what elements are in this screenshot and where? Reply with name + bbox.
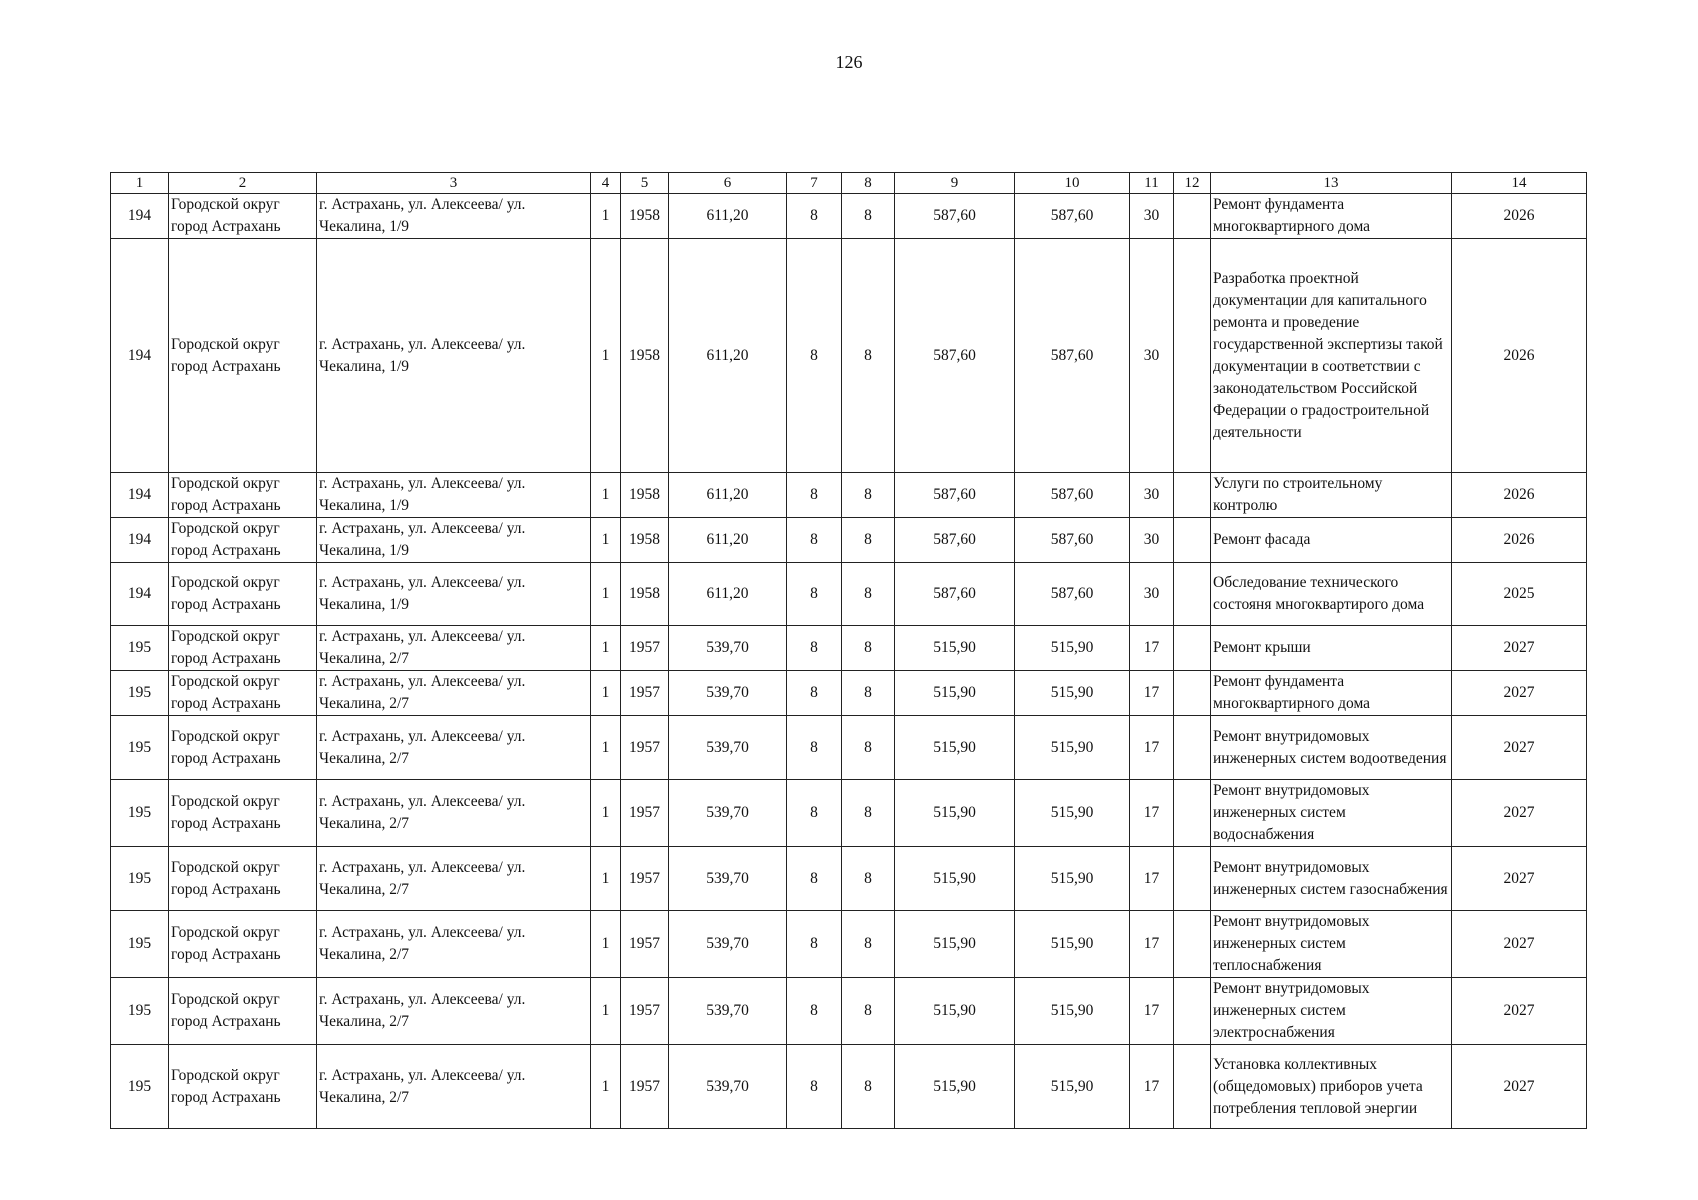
col-4-cell: 1	[591, 239, 621, 473]
address-cell: г. Астрахань, ул. Алексеева/ ул. Чекалина, 2/7	[317, 626, 591, 671]
planned-year-cell: 2027	[1452, 978, 1587, 1045]
total-area-cell: 539,70	[669, 847, 787, 911]
year-built-cell: 1957	[621, 626, 669, 671]
col-4-cell: 1	[591, 716, 621, 780]
row-number-cell: 195	[111, 847, 169, 911]
table-row	[111, 518, 1587, 563]
col-4-cell: 1	[591, 978, 621, 1045]
table-row	[111, 473, 1587, 518]
address-cell: г. Астрахань, ул. Алексеева/ ул. Чекалина, 2/7	[317, 1045, 591, 1129]
col-12-cell	[1174, 911, 1211, 978]
year-built-cell: 1957	[621, 978, 669, 1045]
column-header-3: 3	[317, 173, 591, 194]
row-number-cell: 195	[111, 978, 169, 1045]
municipality-cell: Городской округ город Астрахань	[169, 1045, 317, 1129]
col-12-cell	[1174, 780, 1211, 847]
planned-year-cell: 2026	[1452, 473, 1587, 518]
column-header-1: 1	[111, 173, 169, 194]
total-area-cell: 611,20	[669, 473, 787, 518]
col-12-cell	[1174, 626, 1211, 671]
col-11-cell: 17	[1130, 626, 1174, 671]
address-cell: г. Астрахань, ул. Алексеева/ ул. Чекалина, 2/7	[317, 847, 591, 911]
col-8-cell: 8	[842, 1045, 895, 1129]
col-8-cell: 8	[842, 563, 895, 626]
planned-year-cell: 2027	[1452, 780, 1587, 847]
col-8-cell: 8	[842, 626, 895, 671]
col-8-cell: 8	[842, 911, 895, 978]
col-12-cell	[1174, 563, 1211, 626]
col-7-cell: 8	[787, 194, 842, 239]
column-header-10: 10	[1015, 173, 1130, 194]
total-area-cell: 611,20	[669, 239, 787, 473]
column-header-4: 4	[591, 173, 621, 194]
col-12-cell	[1174, 978, 1211, 1045]
row-number-cell: 195	[111, 626, 169, 671]
area-10-cell: 515,90	[1015, 671, 1130, 716]
area-10-cell: 587,60	[1015, 194, 1130, 239]
row-number-cell: 194	[111, 563, 169, 626]
row-number-cell: 195	[111, 716, 169, 780]
col-8-cell: 8	[842, 847, 895, 911]
col-4-cell: 1	[591, 671, 621, 716]
col-4-cell: 1	[591, 563, 621, 626]
area-9-cell: 515,90	[895, 626, 1015, 671]
area-10-cell: 587,60	[1015, 473, 1130, 518]
col-7-cell: 8	[787, 563, 842, 626]
col-8-cell: 8	[842, 518, 895, 563]
col-11-cell: 17	[1130, 780, 1174, 847]
area-10-cell: 515,90	[1015, 626, 1130, 671]
year-built-cell: 1957	[621, 780, 669, 847]
col-4-cell: 1	[591, 1045, 621, 1129]
address-cell: г. Астрахань, ул. Алексеева/ ул. Чекалина, 1/9	[317, 518, 591, 563]
col-11-cell: 30	[1130, 518, 1174, 563]
total-area-cell: 539,70	[669, 626, 787, 671]
work-type-cell: Установка коллективных (общедомовых) приборов учета потребления тепловой энергии	[1211, 1045, 1452, 1129]
address-cell: г. Астрахань, ул. Алексеева/ ул. Чекалина, 2/7	[317, 911, 591, 978]
col-8-cell: 8	[842, 978, 895, 1045]
area-9-cell: 515,90	[895, 847, 1015, 911]
area-10-cell: 515,90	[1015, 716, 1130, 780]
work-type-cell: Ремонт фасада	[1211, 518, 1452, 563]
total-area-cell: 539,70	[669, 1045, 787, 1129]
area-9-cell: 587,60	[895, 518, 1015, 563]
col-8-cell: 8	[842, 194, 895, 239]
total-area-cell: 611,20	[669, 194, 787, 239]
work-type-cell: Ремонт внутридомовых инженерных систем водоотведения	[1211, 716, 1452, 780]
area-9-cell: 515,90	[895, 978, 1015, 1045]
work-type-cell: Разработка проектной документации для капитального ремонта и проведение государственной экспертизы такой документации в соответствии с законодательством Российской Федерации о градостроительной деятельности	[1211, 239, 1452, 473]
column-header-14: 14	[1452, 173, 1587, 194]
row-number-cell: 194	[111, 518, 169, 563]
municipality-cell: Городской округ город Астрахань	[169, 626, 317, 671]
col-4-cell: 1	[591, 194, 621, 239]
column-header-9: 9	[895, 173, 1015, 194]
area-10-cell: 515,90	[1015, 911, 1130, 978]
address-cell: г. Астрахань, ул. Алексеева/ ул. Чекалина, 2/7	[317, 978, 591, 1045]
year-built-cell: 1958	[621, 239, 669, 473]
table-row	[111, 626, 1587, 671]
work-type-cell: Обследование технического состояня многоквартирого дома	[1211, 563, 1452, 626]
municipality-cell: Городской округ город Астрахань	[169, 518, 317, 563]
area-9-cell: 515,90	[895, 716, 1015, 780]
planned-year-cell: 2026	[1452, 239, 1587, 473]
col-11-cell: 17	[1130, 978, 1174, 1045]
area-9-cell: 587,60	[895, 239, 1015, 473]
col-11-cell: 17	[1130, 911, 1174, 978]
municipality-cell: Городской округ город Астрахань	[169, 978, 317, 1045]
col-12-cell	[1174, 194, 1211, 239]
area-9-cell: 587,60	[895, 563, 1015, 626]
row-number-cell: 195	[111, 671, 169, 716]
column-header-7: 7	[787, 173, 842, 194]
work-type-cell: Ремонт внутридомовых инженерных систем электроснабжения	[1211, 978, 1452, 1045]
col-8-cell: 8	[842, 780, 895, 847]
address-cell: г. Астрахань, ул. Алексеева/ ул. Чекалина, 1/9	[317, 473, 591, 518]
planned-year-cell: 2025	[1452, 563, 1587, 626]
row-number-cell: 194	[111, 473, 169, 518]
col-8-cell: 8	[842, 716, 895, 780]
area-9-cell: 515,90	[895, 1045, 1015, 1129]
table-row	[111, 978, 1587, 1045]
column-header-13: 13	[1211, 173, 1452, 194]
col-7-cell: 8	[787, 671, 842, 716]
row-number-cell: 195	[111, 780, 169, 847]
planned-year-cell: 2026	[1452, 518, 1587, 563]
work-type-cell: Ремонт фундамента многоквартирного дома	[1211, 194, 1452, 239]
col-4-cell: 1	[591, 911, 621, 978]
work-type-cell: Ремонт внутридомовых инженерных систем водоснабжения	[1211, 780, 1452, 847]
col-12-cell	[1174, 239, 1211, 473]
area-10-cell: 515,90	[1015, 780, 1130, 847]
col-11-cell: 17	[1130, 716, 1174, 780]
col-4-cell: 1	[591, 473, 621, 518]
col-7-cell: 8	[787, 780, 842, 847]
col-12-cell	[1174, 716, 1211, 780]
planned-year-cell: 2027	[1452, 911, 1587, 978]
column-header-2: 2	[169, 173, 317, 194]
col-7-cell: 8	[787, 626, 842, 671]
year-built-cell: 1957	[621, 847, 669, 911]
work-type-cell: Услуги по строительному контролю	[1211, 473, 1452, 518]
municipality-cell: Городской округ город Астрахань	[169, 239, 317, 473]
year-built-cell: 1958	[621, 518, 669, 563]
table-row	[111, 911, 1587, 978]
planned-year-cell: 2027	[1452, 847, 1587, 911]
year-built-cell: 1957	[621, 911, 669, 978]
municipality-cell: Городской округ город Астрахань	[169, 911, 317, 978]
municipality-cell: Городской округ город Астрахань	[169, 716, 317, 780]
table-row	[111, 563, 1587, 626]
area-10-cell: 515,90	[1015, 847, 1130, 911]
column-header-8: 8	[842, 173, 895, 194]
total-area-cell: 539,70	[669, 671, 787, 716]
table-row	[111, 847, 1587, 911]
total-area-cell: 539,70	[669, 978, 787, 1045]
col-8-cell: 8	[842, 473, 895, 518]
municipality-cell: Городской округ город Астрахань	[169, 563, 317, 626]
planned-year-cell: 2027	[1452, 716, 1587, 780]
row-number-cell: 195	[111, 911, 169, 978]
column-header-6: 6	[669, 173, 787, 194]
address-cell: г. Астрахань, ул. Алексеева/ ул. Чекалина, 2/7	[317, 671, 591, 716]
address-cell: г. Астрахань, ул. Алексеева/ ул. Чекалина, 2/7	[317, 716, 591, 780]
area-9-cell: 515,90	[895, 780, 1015, 847]
row-number-cell: 194	[111, 239, 169, 473]
address-cell: г. Астрахань, ул. Алексеева/ ул. Чекалина, 1/9	[317, 239, 591, 473]
col-7-cell: 8	[787, 716, 842, 780]
col-8-cell: 8	[842, 239, 895, 473]
col-4-cell: 1	[591, 780, 621, 847]
total-area-cell: 611,20	[669, 563, 787, 626]
col-11-cell: 17	[1130, 1045, 1174, 1129]
col-7-cell: 8	[787, 911, 842, 978]
row-number-cell: 195	[111, 1045, 169, 1129]
year-built-cell: 1957	[621, 671, 669, 716]
total-area-cell: 539,70	[669, 780, 787, 847]
area-9-cell: 515,90	[895, 671, 1015, 716]
table-row	[111, 671, 1587, 716]
municipality-cell: Городской округ город Астрахань	[169, 671, 317, 716]
work-type-cell: Ремонт внутридомовых инженерных систем теплоснабжения	[1211, 911, 1452, 978]
column-number-row	[111, 173, 1587, 194]
column-header-12: 12	[1174, 173, 1211, 194]
page-number: 126	[835, 52, 863, 72]
area-10-cell: 587,60	[1015, 563, 1130, 626]
planned-year-cell: 2027	[1452, 671, 1587, 716]
municipality-cell: Городской округ город Астрахань	[169, 194, 317, 239]
address-cell: г. Астрахань, ул. Алексеева/ ул. Чекалина, 1/9	[317, 563, 591, 626]
col-12-cell	[1174, 847, 1211, 911]
column-header-5: 5	[621, 173, 669, 194]
table-row	[111, 194, 1587, 239]
col-12-cell	[1174, 1045, 1211, 1129]
address-cell: г. Астрахань, ул. Алексеева/ ул. Чекалина, 2/7	[317, 780, 591, 847]
col-8-cell: 8	[842, 671, 895, 716]
total-area-cell: 539,70	[669, 716, 787, 780]
area-9-cell: 587,60	[895, 194, 1015, 239]
col-11-cell: 30	[1130, 194, 1174, 239]
planned-year-cell: 2027	[1452, 1045, 1587, 1129]
col-12-cell	[1174, 473, 1211, 518]
table-row	[111, 716, 1587, 780]
repair-plan-table	[110, 172, 1587, 1129]
municipality-cell: Городской округ город Астрахань	[169, 780, 317, 847]
area-10-cell: 587,60	[1015, 239, 1130, 473]
col-7-cell: 8	[787, 847, 842, 911]
municipality-cell: Городской округ город Астрахань	[169, 473, 317, 518]
col-7-cell: 8	[787, 239, 842, 473]
col-12-cell	[1174, 518, 1211, 563]
work-type-cell: Ремонт внутридомовых инженерных систем газоснабжения	[1211, 847, 1452, 911]
col-12-cell	[1174, 671, 1211, 716]
year-built-cell: 1957	[621, 716, 669, 780]
year-built-cell: 1958	[621, 194, 669, 239]
col-11-cell: 30	[1130, 239, 1174, 473]
year-built-cell: 1957	[621, 1045, 669, 1129]
col-4-cell: 1	[591, 626, 621, 671]
municipality-cell: Городской округ город Астрахань	[169, 847, 317, 911]
col-11-cell: 17	[1130, 847, 1174, 911]
table-row	[111, 780, 1587, 847]
row-number-cell: 194	[111, 194, 169, 239]
area-10-cell: 515,90	[1015, 978, 1130, 1045]
address-cell: г. Астрахань, ул. Алексеева/ ул. Чекалина, 1/9	[317, 194, 591, 239]
col-11-cell: 30	[1130, 473, 1174, 518]
year-built-cell: 1958	[621, 473, 669, 518]
col-7-cell: 8	[787, 1045, 842, 1129]
col-11-cell: 30	[1130, 563, 1174, 626]
total-area-cell: 611,20	[669, 518, 787, 563]
col-7-cell: 8	[787, 518, 842, 563]
col-4-cell: 1	[591, 518, 621, 563]
area-9-cell: 587,60	[895, 473, 1015, 518]
column-header-11: 11	[1130, 173, 1174, 194]
area-10-cell: 515,90	[1015, 1045, 1130, 1129]
year-built-cell: 1958	[621, 563, 669, 626]
table-row	[111, 239, 1587, 473]
area-10-cell: 587,60	[1015, 518, 1130, 563]
col-11-cell: 17	[1130, 671, 1174, 716]
total-area-cell: 539,70	[669, 911, 787, 978]
table-row	[111, 1045, 1587, 1129]
col-7-cell: 8	[787, 473, 842, 518]
col-7-cell: 8	[787, 978, 842, 1045]
planned-year-cell: 2026	[1452, 194, 1587, 239]
planned-year-cell: 2027	[1452, 626, 1587, 671]
area-9-cell: 515,90	[895, 911, 1015, 978]
col-4-cell: 1	[591, 847, 621, 911]
work-type-cell: Ремонт крыши	[1211, 626, 1452, 671]
work-type-cell: Ремонт фундамента многоквартирного дома	[1211, 671, 1452, 716]
